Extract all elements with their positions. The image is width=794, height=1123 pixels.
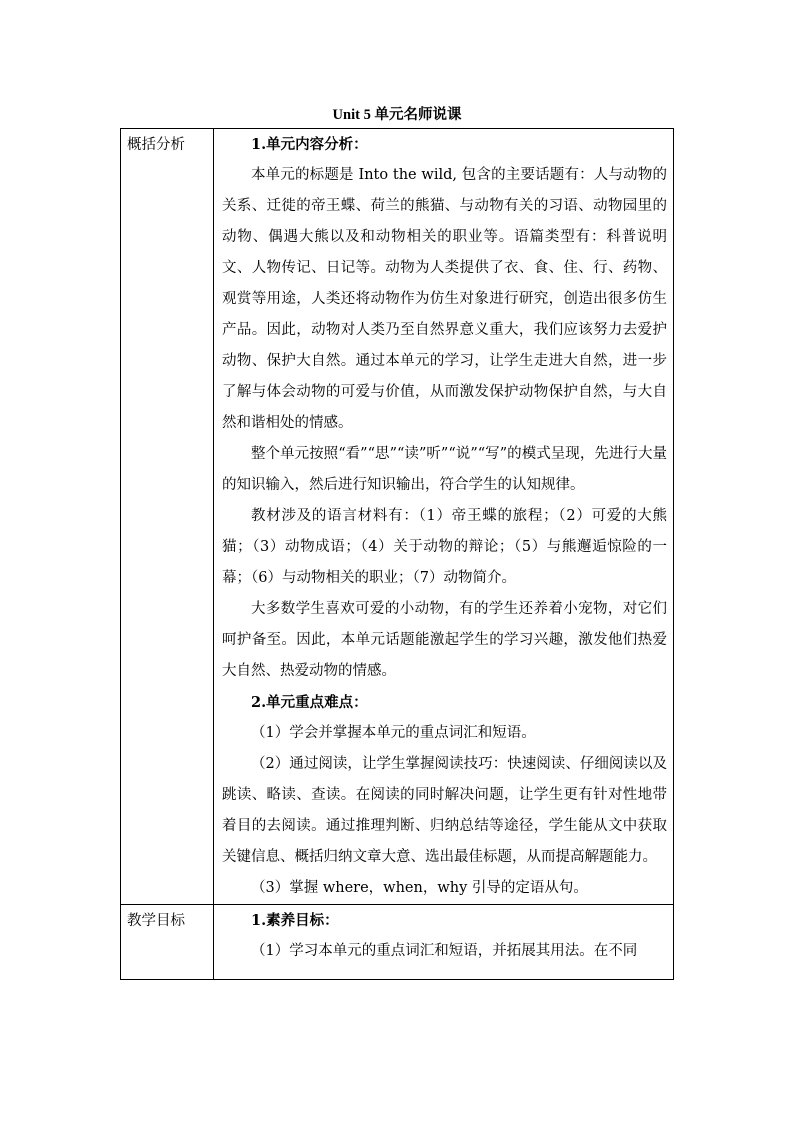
- page-title: Unit 5 单元名师说课: [332, 107, 462, 123]
- section-heading: 1.素养目标：: [251, 912, 339, 929]
- table-row-overview: [121, 129, 674, 905]
- section-heading: 1.单元内容分析：: [251, 136, 368, 153]
- row-label-overview: 概括分析: [121, 129, 214, 905]
- row-content-overview: [214, 129, 674, 905]
- paragraph: 教材涉及的语言材料有：（1）帝王蝶的旅程；（2）可爱的大熊猫；（3）动物成语；（4）关于动物的辩论；（5）与熊邂逅惊险的一幕；（6）与动物相关的职业；（7）动物简介。: [222, 508, 667, 586]
- paragraph: （1）学习本单元的重点词汇和短语，并拓展其用法。在不同: [251, 943, 638, 959]
- paragraph: 本单元的标题是 Into the wild, 包含的主要话题有：人与动物的关系、迁徙的帝王蝶、荷兰的熊猫、与动物有关的习语、动物园里的动物、偶遇大熊以及和动物相关的职业等。语篇类型有：科普说明文、人物传记、日记等。动物为人类提供了衣、食、住、行、药物、观赏等用途，人类还将动物作为仿生对象进行研究，创造出很多仿生产品。因此，动物对人类乃至自然界意义重大，我们应该努力去爱护动物、保护大自然。通过本单元的学习，让学生走进大自然，进一步了解与体会动物的可爱与价值，从而激发保护动物保护自然，与大自然和谐相处的情感。: [222, 167, 667, 431]
- section-heading: 2.单元重点难点：: [251, 694, 368, 711]
- paragraph: （2）通过阅读，让学生掌握阅读技巧：快速阅读、仔细阅读以及跳读、略读、查读。在阅读的同时解决问题，让学生更有针对性地带着目的去阅读。通过推理判断、归纳总结等途径，学生能从文中获取关键信息、概括归纳文章大意、选出最佳标题，从而提高解题能力。: [222, 756, 667, 865]
- paragraph: （3）掌握 where，when，why 引导的定语从句。: [251, 880, 588, 896]
- paragraph: 整个单元按照“看”“思”“读”听”“说”“写”的模式呈现，先进行大量的知识输入，然后进行知识输出，符合学生的认知规律。: [222, 446, 667, 493]
- row-label-objectives: 教学目标: [121, 905, 214, 980]
- paragraph: （1）学会并掌握本单元的重点词汇和短语。: [251, 725, 536, 741]
- paragraph: 大多数学生喜欢可爱的小动物，有的学生还养着小宠物，对它们呵护备至。因此，本单元话题能激起学生的学习兴趣，激发他们热爱大自然、热爱动物的情感。: [222, 601, 667, 679]
- lesson-table: [120, 128, 674, 980]
- table-row-objectives: [121, 905, 674, 980]
- row-content-objectives: [214, 905, 674, 980]
